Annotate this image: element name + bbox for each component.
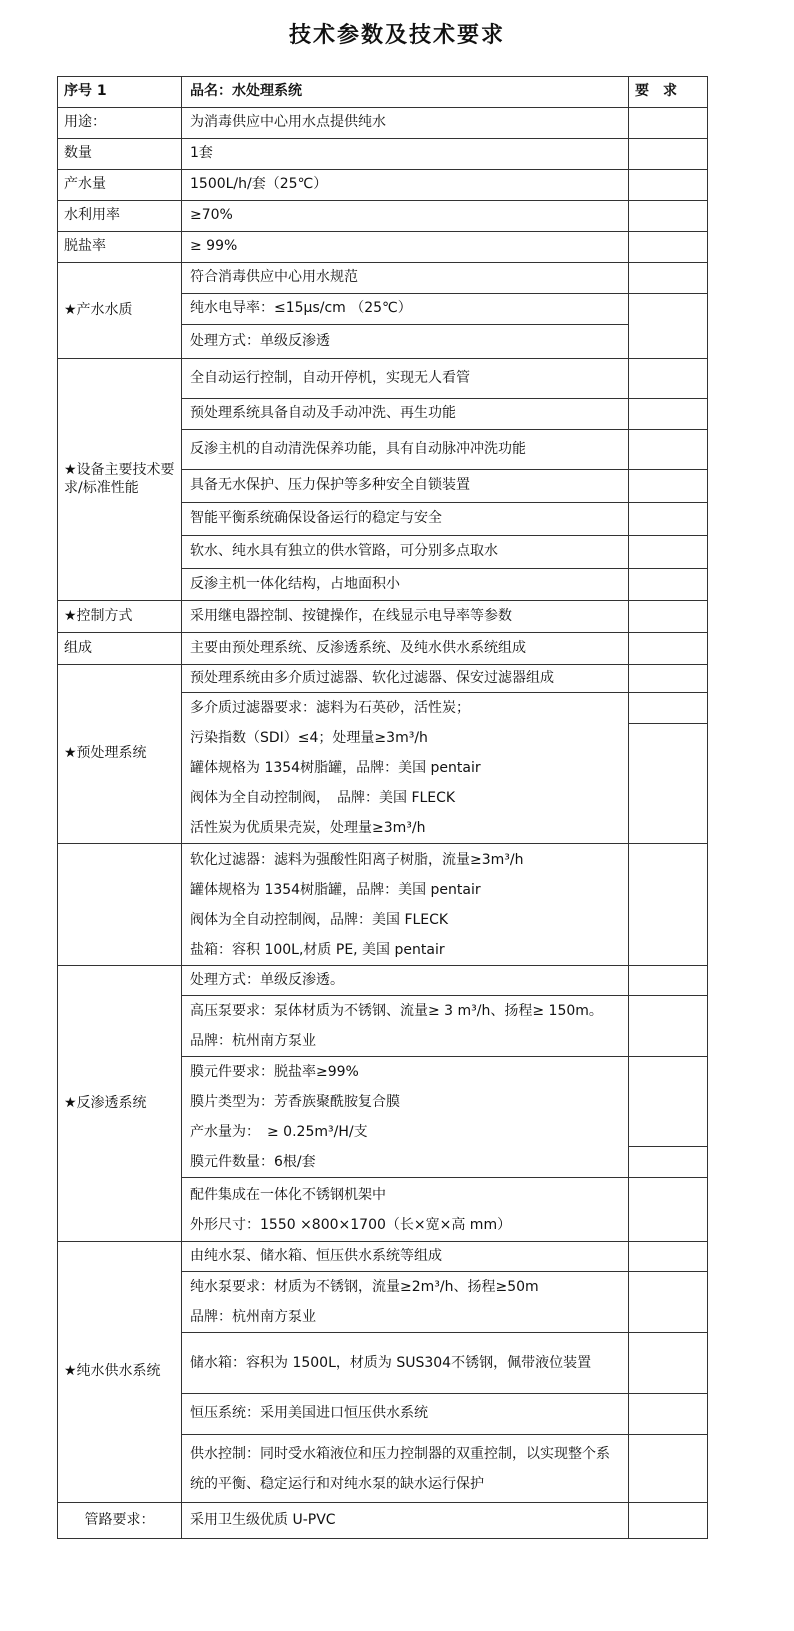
softener-line: 阀体为全自动控制阀，品牌：美国 FLECK [190,911,449,928]
table-row [58,170,708,201]
row-value: 处理方式：单级反渗透 [182,325,629,359]
row-value: 符合消毒供应中心用水规范 [182,263,629,294]
table-row [58,1242,708,1272]
row-requirement [629,263,708,294]
table-row [58,201,708,232]
row-value: 纯水电导率：≤15μs/cm （25℃） [182,294,629,325]
supply-line: 品牌：杭州南方泵业 [190,1309,316,1325]
row-value: 预处理系统由多介质过滤器、软化过滤器、保安过滤器组成 [182,665,629,693]
row-value-group [182,1178,629,1242]
row-value: 全自动运行控制，自动开停机，实现无人看管 [182,359,629,399]
pretreat-line: 多介质过滤器要求：滤料为石英砂，活性炭； [190,700,470,716]
pretreat-line: 罐体规格为 1354树脂罐，品牌：美国 pentair [190,760,481,776]
row-value: 为消毒供应中心用水点提供纯水 [182,108,629,139]
ro-line: 膜片类型为：芳香族聚酰胺复合膜 [190,1094,400,1110]
row-value-group [182,1272,629,1333]
row-requirement [629,693,708,844]
row-label: 数量 [58,139,182,170]
row-value: 采用卫生级优质 U-PVC [182,1503,629,1539]
row-requirement [629,1435,708,1503]
table-row [58,139,708,170]
pretreat-line: 活性炭为优质果壳炭，处理量≥3m³/h [190,820,426,836]
table-row [58,1503,708,1539]
header-name: 品名：水处理系统 [182,77,629,108]
row-requirement [629,108,708,139]
softener-line: 盐箱：容积 100L,材质 PE, 美国 pentair [190,941,445,958]
row-value: 智能平衡系统确保设备运行的稳定与安全 [182,503,629,536]
row-value: 恒压系统：采用美国进口恒压供水系统 [182,1394,629,1435]
table-row [58,263,708,294]
header-requirement: 要 求 [629,77,708,108]
row-value: 反渗主机一体化结构，占地面积小 [182,569,629,601]
table-row [58,665,708,693]
row-requirement [629,1242,708,1272]
ro-line: 品牌：杭州南方泵业 [190,1033,316,1049]
section-label-supply: ★纯水供水系统 [58,1242,182,1503]
row-requirement [629,633,708,665]
section-label-pretreat: ★预处理系统 [58,665,182,844]
row-requirement [629,1394,708,1435]
softener-line: 软化过滤器：滤料为强酸性阳离子树脂，流量≥3m³/h [190,851,524,868]
row-requirement [629,601,708,633]
row-requirement [629,201,708,232]
row-requirement [629,399,708,430]
row-requirement [629,294,708,359]
row-value: 1套 [182,139,629,170]
row-value-group [182,1057,629,1178]
table-row [58,844,708,966]
section-label-ro: ★反渗透系统 [58,966,182,1242]
section-label-equipment: ★设备主要技术要求/标准性能 [58,359,182,601]
row-requirement [629,1178,708,1242]
supply-line: 纯水泵要求：材质为不锈钢，流量≥2m³/h、扬程≥50m [190,1279,539,1295]
row-value-group [182,996,629,1057]
ro-line: 配件集成在一体化不锈钢机架中 [190,1186,386,1203]
ro-line: 外形尺寸：1550 ×800×1700（长×宽×高 mm） [190,1216,512,1233]
table-row [58,232,708,263]
row-requirement [629,139,708,170]
softener-line: 罐体规格为 1354树脂罐，品牌：美国 pentair [190,881,481,898]
row-requirement [629,470,708,503]
row-requirement [629,844,708,966]
spec-table [57,76,708,1539]
header-no: 序号 1 [58,77,182,108]
row-value: 采用继电器控制、按键操作，在线显示电导率等参数 [182,601,629,633]
section-label-compose: 组成 [58,633,182,665]
row-value: ≥70% [182,201,629,232]
row-value: 1500L/h/套（25℃） [182,170,629,201]
table-row [58,601,708,633]
row-value: 预处理系统具备自动及手动冲洗、再生功能 [182,399,629,430]
row-value: 供水控制：同时受水箱液位和压力控制器的双重控制，以实现整个系统的平衡、稳定运行和对纯水泵的缺水运行保护 [182,1435,629,1503]
ro-line: 膜元件要求：脱盐率≥99% [190,1064,359,1080]
row-requirement [629,665,708,693]
pretreat-line: 阀体为全自动控制阀， 品牌：美国 FLECK [190,790,456,806]
row-requirement [629,996,708,1057]
row-value: 储水箱：容积为 1500L，材质为 SUS304不锈钢，佩带液位装置 [182,1333,629,1394]
ro-line: 高压泵要求：泵体材质为不锈钢、流量≥ 3 m³/h、扬程≥ 150m。 [190,1003,603,1019]
row-value: 反渗主机的自动清洗保养功能，具有自动脉冲冲洗功能 [182,430,629,470]
row-requirement [629,569,708,601]
table-row [58,359,708,399]
row-requirement [629,536,708,569]
table-header-row [58,77,708,108]
row-requirement [629,1057,708,1178]
row-requirement [629,232,708,263]
row-requirement [629,1333,708,1394]
row-label: 用途： [58,108,182,139]
table-row [58,633,708,665]
row-requirement [629,430,708,470]
row-label: 脱盐率 [58,232,182,263]
row-value: 由纯水泵、储水箱、恒压供水系统等组成 [182,1242,629,1272]
row-value: 软水、纯水具有独立的供水管路，可分别多点取水 [182,536,629,569]
pretreat-line: 污染指数（SDI）≤4；处理量≥3m³/h [190,730,428,746]
page-title: 技术参数及技术要求 [288,23,505,48]
row-requirement [629,503,708,536]
row-value-group [182,693,629,844]
section-label-control: ★控制方式 [58,601,182,633]
row-label: 水利用率 [58,201,182,232]
row-requirement [629,170,708,201]
row-value: 处理方式：单级反渗透。 [182,966,629,996]
row-value: 具备无水保护、压力保护等多种安全自锁装置 [182,470,629,503]
section-label-quality: ★产水水质 [58,263,182,359]
row-label: 产水量 [58,170,182,201]
row-value: ≥ 99% [182,232,629,263]
table-row [58,966,708,996]
section-label-pipe: 管路要求： [58,1503,182,1539]
row-value-group [182,844,629,966]
section-label-softener [58,844,182,966]
ro-line: 产水量为： ≥ 0.25m³/H/支 [190,1124,368,1140]
row-requirement [629,1503,708,1539]
ro-line: 膜元件数量：6根/套 [190,1154,316,1170]
table-row [58,108,708,139]
row-requirement [629,359,708,399]
row-value: 主要由预处理系统、反渗透系统、及纯水供水系统组成 [182,633,629,665]
row-requirement [629,966,708,996]
row-requirement [629,1272,708,1333]
